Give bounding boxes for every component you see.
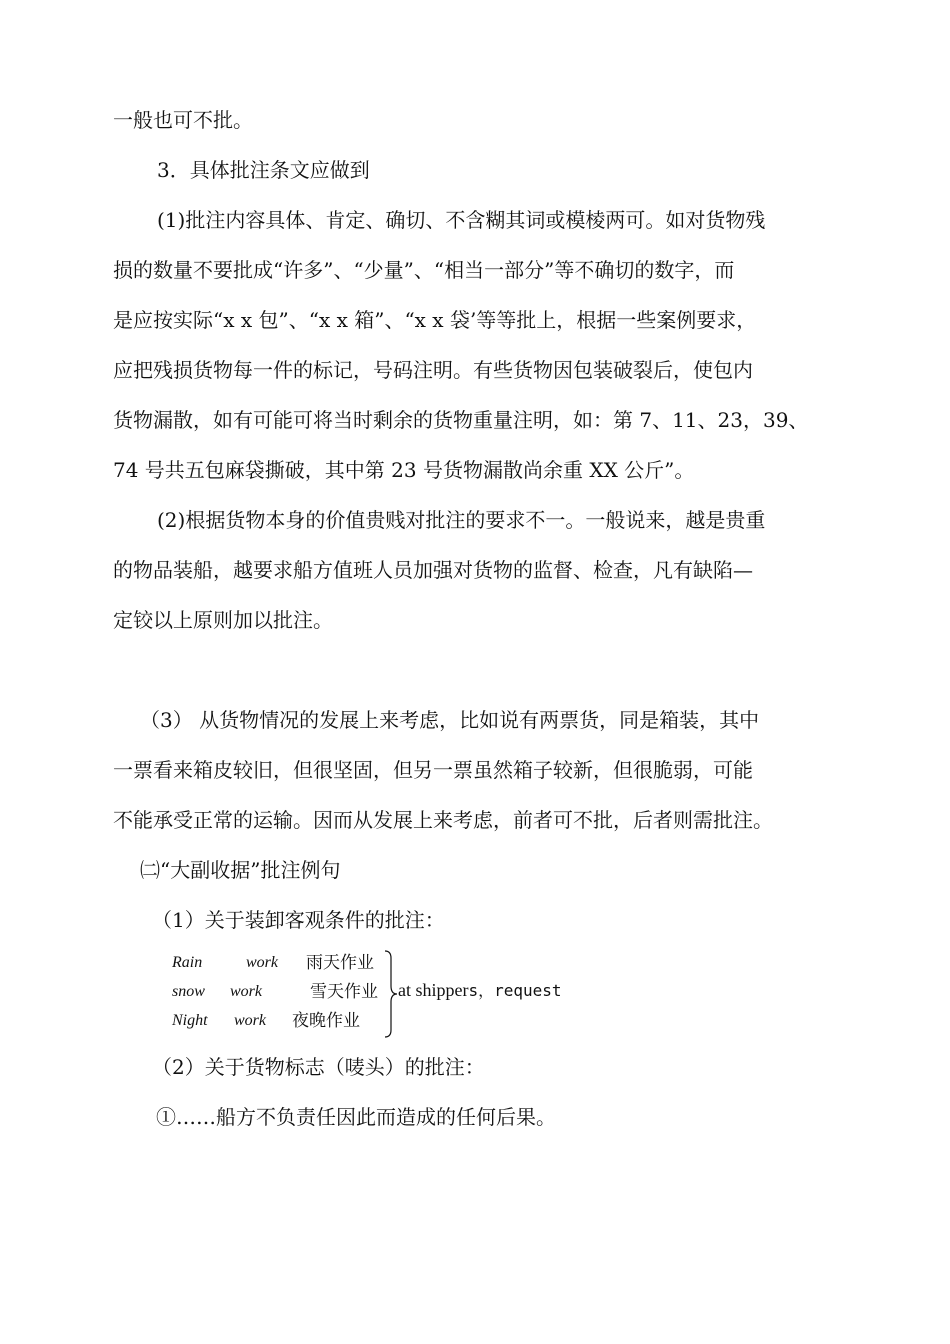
paragraph-line: 一般也可不批。 <box>113 108 253 132</box>
note-chinese-label: 雪天作业 <box>310 982 378 1002</box>
note-english-word: work <box>230 983 262 1000</box>
paragraph-line: 损的数量不要批成“许多”、“少量”、“相当一部分”等不确切的数字，而 <box>113 258 735 282</box>
paragraph-line: 的物品装船，越要求船方值班人员加强对货物的监督、检查，凡有缺陷— <box>113 558 753 582</box>
note-chinese-label: 雨天作业 <box>306 953 374 973</box>
paragraph-line: 定铰以上原则加以批注。 <box>113 608 333 632</box>
weather-notes-block <box>170 950 610 1038</box>
note-english-word: snow <box>172 983 205 1000</box>
paragraph-line: 是应按实际“x x 包”、“x x 箱”、“x x 袋’等等批上，根据一些案例要求， <box>113 308 757 332</box>
note-english-word: Rain <box>172 954 203 971</box>
paragraph-line: ①……船方不负责任因此而造成的任何后果。 <box>156 1105 556 1129</box>
note-english-word: work <box>246 954 278 971</box>
paragraph-line: 不能承受正常的运输。因而从发展上来考虑，前者可不批，后者则需批注。 <box>113 808 773 832</box>
tail-text-a: at shipper <box>398 980 469 1000</box>
paragraph-line: 一票看来箱皮较旧，但很坚固，但另一票虽然箱子较新，但很脆弱，可能 <box>113 758 753 782</box>
note-english-word: work <box>234 1012 266 1029</box>
note-english-word: Night <box>172 1012 208 1029</box>
section-heading: 3．具体批注条文应做到 <box>157 158 370 182</box>
right-brace-icon <box>384 950 398 1038</box>
paragraph-line: 74 号共五包麻袋撕破，其中第 23 号货物漏散尚余重 XX 公斤”。 <box>113 458 695 482</box>
paragraph-line: (1)批注内容具体、肯定、确切、不含糊其词或模棱两可。如对货物残 <box>157 208 766 232</box>
note-chinese-label: 夜晚作业 <box>292 1011 360 1031</box>
subsection-heading: （1）关于装卸客观条件的批注： <box>152 908 445 932</box>
subsection-heading: （2）关于货物标志（唛头）的批注： <box>152 1055 485 1079</box>
shipper-request-text <box>398 978 562 1001</box>
paragraph-line: (2)根据货物本身的价值贵贱对批注的要求不一。一般说来，越是贵重 <box>157 508 766 532</box>
paragraph-line: 应把残损货物每一件的标记，号码注明。有些货物因包装破裂后，使包内 <box>113 358 753 382</box>
paragraph-line: 货物漏散，如有可能可将当时剩余的货物重量注明，如：第 7、11、23，39、 <box>113 408 809 432</box>
tail-text-b: s，request <box>468 981 562 1000</box>
paragraph-line: （3） 从货物情况的发展上来考虑，比如说有两票货，同是箱装，其中 <box>140 708 760 732</box>
section-heading: ㈡“大副收据”批注例句 <box>140 858 341 882</box>
